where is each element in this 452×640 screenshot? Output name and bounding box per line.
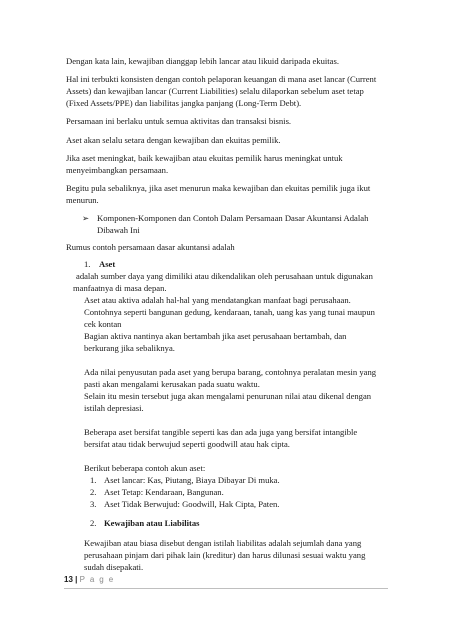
paragraph-aset-menurun-line-1: Begitu pula sebaliknya, jika aset menurun maka kewajiban dan ekuitas pemilik juga ikut xyxy=(66,183,371,193)
kewajiban-line-3: sudah disepakati. xyxy=(84,562,144,572)
akun-aset-item-2: Aset Tetap: Kendaraan, Bangunan. xyxy=(104,487,224,497)
paragraph-aset-setara: Aset akan selalu setara dengan kewajiban dan ekuitas pemilik. xyxy=(66,135,281,145)
section-1-number: 1. xyxy=(84,259,91,269)
bullet-heading-line-2: Dibawah Ini xyxy=(97,225,140,235)
aset-aktiva-line-1: Aset atau aktiva adalah hal-hal yang mendatangkan manfaat bagi perusahaan. xyxy=(84,295,351,305)
bullet-heading-line-1: Komponen-Komponen dan Contoh Dalam Persamaan Dasar Akuntansi Adalah xyxy=(97,213,369,223)
section-1-title: Aset xyxy=(99,259,116,269)
footer-rule xyxy=(64,588,388,589)
paragraph-persamaan: Persamaan ini berlaku untuk semua aktivitas dan transaksi bisnis. xyxy=(66,116,292,126)
aset-bertambah-line-2: berkurang jika sebaliknya. xyxy=(84,343,175,353)
akun-aset-item-2-number: 2. xyxy=(90,487,97,497)
penyusutan-line-2: pasti akan mengalami kerusakan pada suatu waktu. xyxy=(84,379,260,389)
kewajiban-line-1: Kewajiban atau biasa disebut dengan istilah liabilitas adalah sejumlah dana yang xyxy=(84,538,362,548)
rumus-intro: Rumus contoh persamaan dasar akuntansi adalah xyxy=(66,242,235,252)
penyusutan-line-4: istilah depresiasi. xyxy=(84,403,144,413)
tangible-line-2: bersifat atau tidak berwujud seperti goodwill atau hak cipta. xyxy=(84,439,290,449)
akun-aset-item-3: Aset Tidak Berwujud: Goodwill, Hak Cipta, Paten. xyxy=(104,499,280,509)
penyusutan-line-3: Selain itu mesin tersebut juga akan mengalami penurunan nilai atau dikenal dengan xyxy=(84,391,372,401)
paragraph-pelaporan-line-2: Assets) dan kewajiban lancar (Current Liabilities) selalu dilaporkan sebelum aset tetap xyxy=(66,86,364,96)
tangible-line-1: Beberapa aset bersifat tangible seperti kas dan ada juga yang bersifat intangible xyxy=(84,427,358,437)
footer-separator: | xyxy=(75,575,78,584)
akun-aset-item-1-number: 1. xyxy=(90,475,97,485)
arrow-bullet-icon: ➢ xyxy=(82,213,90,223)
page-footer xyxy=(64,574,115,585)
paragraph-aset-meningkat-line-1: Jika aset meningkat, baik kewajiban atau ekuitas pemilik harus meningkat untuk xyxy=(66,153,343,163)
aset-definition-line-2: manfaatnya di masa depan. xyxy=(73,283,167,293)
aset-bertambah-line-1: Bagian aktiva nantinya akan bertambah jika aset perusahaan bertambah, dan xyxy=(84,331,347,341)
page-number: 13 xyxy=(64,575,73,584)
paragraph-pelaporan-line-3: (Fixed Assets/PPE) dan liabilitas jangka panjang (Long-Term Debt). xyxy=(66,98,302,108)
paragraph-pelaporan-line-1: Hal ini terbukti konsisten dengan contoh pelaporan keuangan di mana aset lancar (Current xyxy=(66,74,377,84)
section-2-title: Kewajiban atau Liabilitas xyxy=(104,518,200,528)
section-2-number: 2. xyxy=(90,518,97,528)
akun-aset-item-3-number: 3. xyxy=(90,499,97,509)
penyusutan-line-1: Ada nilai penyusutan pada aset yang berupa barang, contohnya peralatan mesin yang xyxy=(84,367,377,377)
kewajiban-line-2: perusahaan pinjam dari pihak lain (kreditur) dan harus dilunasi sesuai waktu yang xyxy=(84,550,366,560)
page-label: P a g e xyxy=(79,575,115,584)
aset-aktiva-line-3: cek kontan xyxy=(84,319,122,329)
paragraph-likuid: Dengan kata lain, kewajiban dianggap lebih lancar atau likuid daripada ekuitas. xyxy=(66,56,339,66)
akun-aset-item-1: Aset lancar: Kas, Piutang, Biaya Dibayar Di muka. xyxy=(104,475,280,485)
aset-definition-line-1: adalah sumber daya yang dimiliki atau dikendalikan oleh perusahaan untuk digunakan xyxy=(76,271,373,281)
akun-aset-intro: Berikut beberapa contoh akun aset: xyxy=(84,463,206,473)
paragraph-aset-meningkat-line-2: menyeimbangkan persamaan. xyxy=(66,165,169,175)
paragraph-aset-menurun-line-2: menurun. xyxy=(66,195,99,205)
aset-aktiva-line-2: Contohnya seperti bangunan gedung, kendaraan, tanah, uang kas yang tunai maupun xyxy=(84,307,375,317)
